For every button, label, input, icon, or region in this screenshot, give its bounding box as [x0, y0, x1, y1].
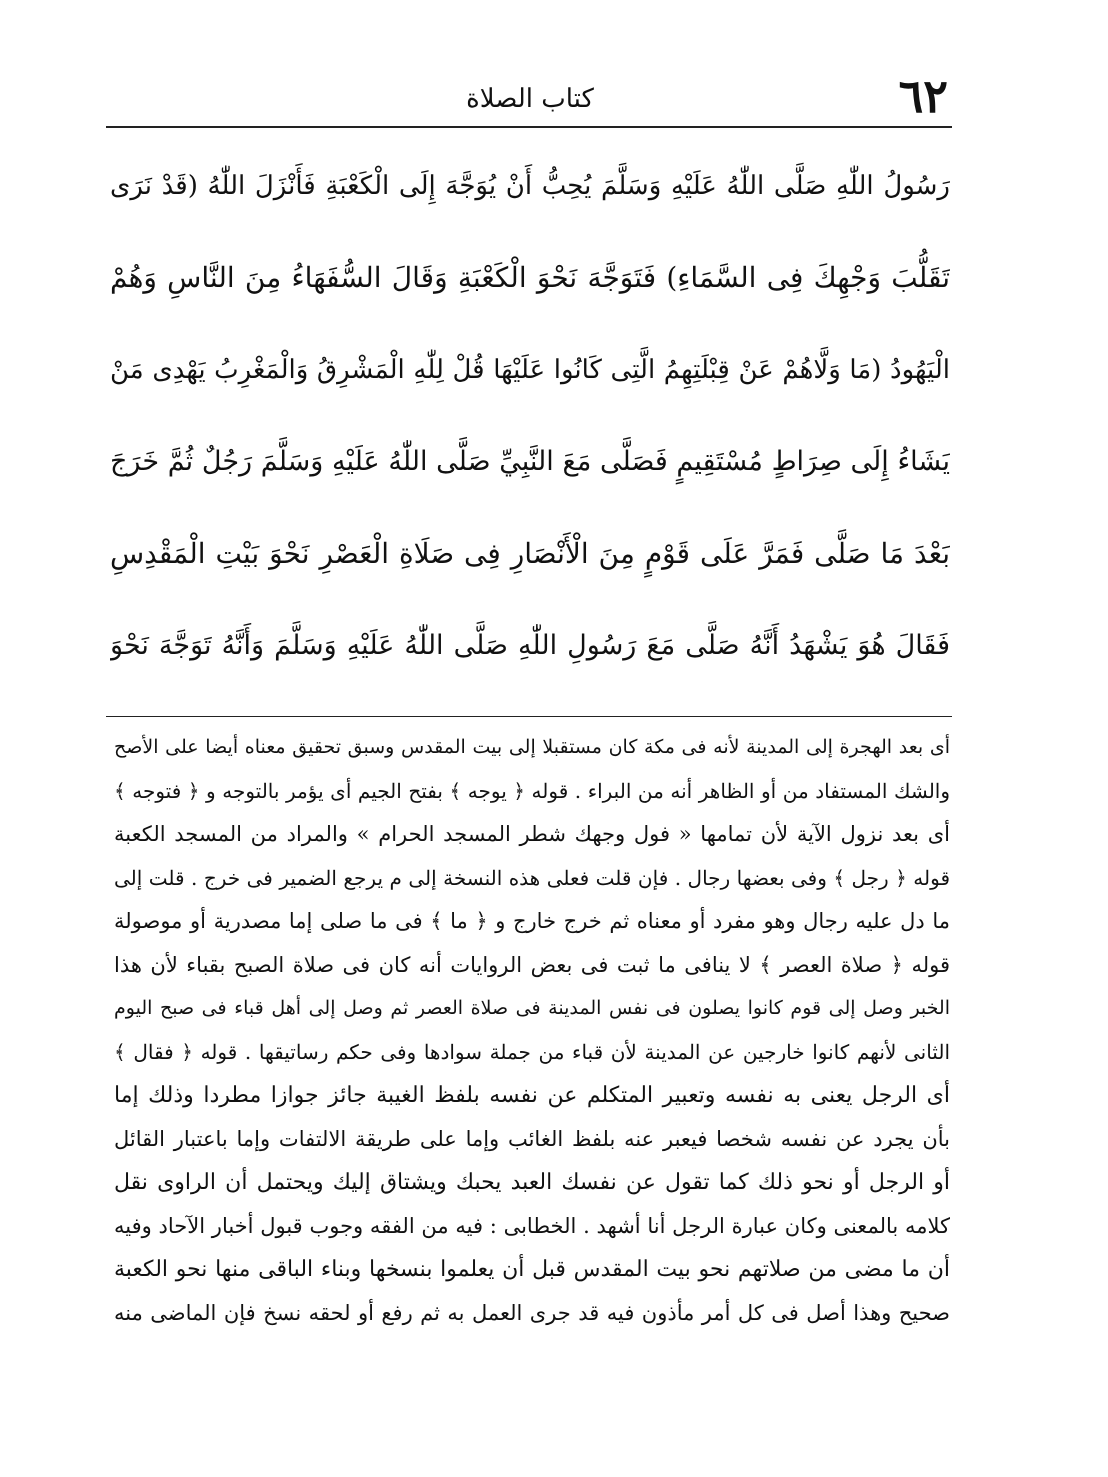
commentary-line: أى بعد نزول الآية لأن تمامها « فول وجهك شطر المسجد الحرام » والمراد من المسجد الكعبة	[114, 822, 950, 846]
commentary-line: كلامه بالمعنى وكان عبارة الرجل أنا أشهد . الخطابى : فيه من الفقه وجوب قبول أخبار الآحاد وفيه	[114, 1213, 950, 1238]
header-rule	[106, 126, 952, 128]
commentary-line: أى الرجل يعنى به نفسه وتعبير المتكلم عن نفسه بلفظ الغيبة جائز جوازا مطردا وذلك إما	[114, 1083, 950, 1108]
commentary-line: الثانى لأنهم كانوا خارجين عن المدينة لأن قباء من جملة سوادها وفى حكم رساتيقها . قوله ﴿ فقال ﴾	[114, 1039, 950, 1064]
hadith-line: فَقَالَ هُوَ يَشْهَدُ أَنَّهُ صَلَّى مَعَ رَسُولِ اللّٰهِ صَلَّى اللّٰهُ عَلَيْهِ وَسَلَّمَ وَأَنَّهُ تَوَجَّهَ نَحْوَ	[110, 630, 950, 661]
commentary-divider	[106, 716, 952, 717]
page-number: ٦٢	[898, 69, 948, 123]
commentary-text	[114, 726, 950, 1335]
hadith-line: رَسُولُ اللّٰهِ صَلَّى اللّٰهُ عَلَيْهِ وَسَلَّمَ يُحِبُّ أَنْ يُوَجَّهَ إِلَى الْكَعْبَةِ فَأَنْزَلَ اللّٰهُ (قَدْ نَرَى	[110, 171, 950, 201]
commentary-line: أى بعد الهجرة إلى المدينة لأنه فى مكة كان مستقبلا إلى بيت المقدس وسبق تحقيق معناه أيضا على الأصح	[114, 736, 950, 758]
page-header	[112, 70, 948, 126]
commentary-line: أو الرجل أو نحو ذلك كما تقول عن نفسك العبد يحبك ويشتاق إليك ويحتمل أن الراوى نقل	[114, 1170, 950, 1195]
hadith-line: بَعْدَ مَا صَلَّى فَمَرَّ عَلَى قَوْمٍ مِنَ الْأَنْصَارِ فِى صَلَاةِ الْعَصْرِ نَحْوَ بَيْتِ الْمَقْدِسِ	[110, 537, 950, 570]
hadith-line: يَشَاءُ إِلَى صِرَاطٍ مُسْتَقِيمٍ فَصَلَّى مَعَ النَّبِيِّ صَلَّى اللّٰهُ عَلَيْهِ وَسَلَّمَ رَجُلٌ ثُمَّ خَرَجَ	[110, 446, 950, 477]
commentary-line: قوله ﴿ صلاة العصر ﴾ لا ينافى ما ثبت فى بعض الروايات أنه كان فى صلاة الصبح بقباء لأن هذا	[114, 952, 950, 977]
commentary-line: أن ما مضى من صلاتهم نحو بيت المقدس قبل أن يعلموا بنسخها وبناء الباقى منها نحو الكعبة	[114, 1257, 950, 1282]
commentary-line: والشك المستفاد من أو الظاهر أنه من البراء . قوله ﴿ يوجه ﴾ بفتح الجيم أى يؤمر بالتوجه و ﴿ فتوجه ﴾	[114, 778, 950, 803]
running-title: كتاب الصلاة	[466, 84, 594, 114]
hadith-text	[110, 140, 950, 692]
commentary-line: بأن يجرد عن نفسه شخصا فيعبر عنه بلفظ الغائب وإما على طريقة الالتفات وإما باعتبار القائل	[114, 1126, 950, 1151]
commentary-line: الخبر وصل إلى قوم كانوا يصلون فى نفس المدينة فى صلاة العصر ثم وصل إلى أهل قباء فى صبح اليوم	[114, 997, 950, 1019]
hadith-line: تَقَلُّبَ وَجْهِكَ فِى السَّمَاءِ) فَتَوَجَّهَ نَحْوَ الْكَعْبَةِ وَقَالَ السُّفَهَاءُ مِنَ النَّاسِ وَهُمْ	[110, 261, 950, 294]
commentary-line: قوله ﴿ رجل ﴾ وفى بعضها رجال . فإن قلت فعلى هذه النسخة إلى م يرجع الضمير فى خرج . قلت إلى	[114, 865, 950, 890]
commentary-line: صحيح وهذا أصل فى كل أمر مأذون فيه قد جرى العمل به ثم رفع أو لحقه نسخ فإن الماضى منه	[114, 1300, 950, 1325]
commentary-line: ما دل عليه رجال وهو مفرد أو معناه ثم خرج خارج و ﴿ ما ﴾ فى ما صلى إما مصدرية أو موصولة	[114, 909, 950, 933]
hadith-line: الْيَهُودُ (مَا وَلَّاهُمْ عَنْ قِبْلَتِهِمُ الَّتِى كَانُوا عَلَيْهَا قُلْ لِلّٰهِ الْمَشْرِقُ وَالْمَغْرِبُ يَهْدِى مَنْ	[110, 355, 950, 385]
